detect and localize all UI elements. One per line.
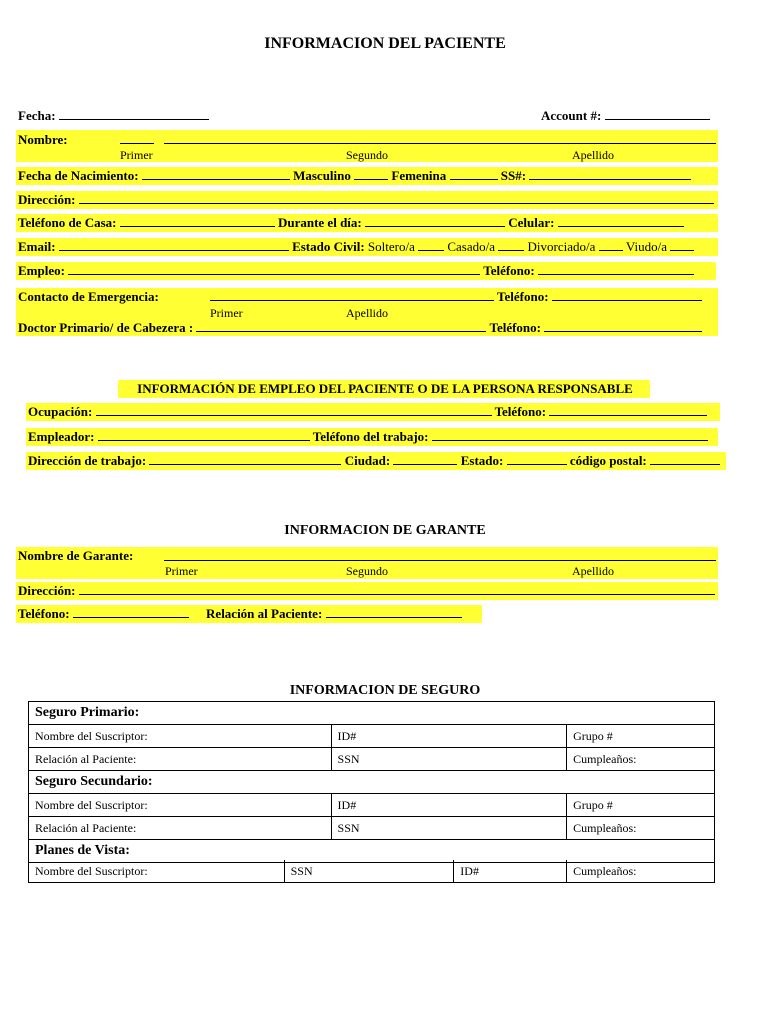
primary-suscriptor-cell[interactable]: Nombre del Suscriptor: xyxy=(29,725,332,748)
divorciado-label: Divorciado/a xyxy=(527,239,596,254)
garante-telefono-label: Teléfono: xyxy=(18,606,70,621)
celular-label: Celular: xyxy=(508,215,555,230)
email-label: Email: xyxy=(18,239,56,254)
empleo-label: Empleo: xyxy=(18,263,65,278)
dir-trabajo-field[interactable] xyxy=(149,453,341,465)
fecha-nac-field[interactable] xyxy=(142,168,290,180)
ciudad-label: Ciudad: xyxy=(344,453,391,468)
secondary-suscriptor-cell[interactable]: Nombre del Suscriptor: xyxy=(29,794,332,817)
garante-relacion-field[interactable] xyxy=(326,606,462,618)
page-title: INFORMACION DEL PACIENTE xyxy=(264,35,506,52)
insurance-table-top xyxy=(28,701,715,863)
nombre-rest-field[interactable] xyxy=(164,143,716,144)
viudo-label: Viudo/a xyxy=(625,239,667,254)
vision-cumple-cell[interactable]: Cumpleaños: xyxy=(567,860,715,883)
fecha-label: Fecha: xyxy=(18,108,56,123)
estado-civil-label: Estado Civil: xyxy=(292,239,365,254)
direccion-row xyxy=(18,192,714,208)
soltero-field[interactable] xyxy=(418,239,444,251)
vision-id-cell[interactable]: ID# xyxy=(454,860,567,883)
empleo-telefono-field[interactable] xyxy=(538,263,694,275)
garante-segundo-caption: Segundo xyxy=(346,564,388,578)
garante-primer-caption: Primer xyxy=(165,564,198,578)
direccion-label: Dirección: xyxy=(18,192,76,207)
ocupacion-row xyxy=(28,404,707,420)
doctor-label: Doctor Primario/ de Cabezera : xyxy=(18,320,194,335)
garante-direccion-label: Dirección: xyxy=(18,583,76,598)
casado-field[interactable] xyxy=(498,239,524,251)
masculino-field[interactable] xyxy=(354,168,388,180)
secondary-grupo-cell[interactable]: Grupo # xyxy=(567,794,715,817)
garante-direccion-row xyxy=(18,583,715,599)
doctor-field[interactable] xyxy=(196,320,486,332)
contacto-apellido-caption: Apellido xyxy=(346,306,388,320)
divorciado-field[interactable] xyxy=(599,239,623,251)
garante-relacion-label: Relación al Paciente: xyxy=(206,606,323,621)
contacto-label: Contacto de Emergencia: xyxy=(18,289,159,304)
email-row xyxy=(18,239,694,255)
garante-nombre-label: Nombre de Garante: xyxy=(18,548,134,563)
empleador-label: Empleador: xyxy=(28,429,95,444)
insurance-table-vision xyxy=(28,860,715,883)
estado-label: Estado: xyxy=(460,453,504,468)
primary-cumple-cell[interactable]: Cumpleaños: xyxy=(567,748,715,771)
nombre-segundo-caption: Segundo xyxy=(346,148,388,162)
nombre-primer-field[interactable] xyxy=(120,143,154,144)
fecha-field[interactable] xyxy=(59,108,209,120)
contacto-row xyxy=(210,289,702,305)
telefonos-row xyxy=(18,215,684,231)
doctor-telefono-field[interactable] xyxy=(544,320,702,332)
estado-field[interactable] xyxy=(507,453,567,465)
account-label: Account #: xyxy=(541,108,602,123)
vision-ssn-cell[interactable]: SSN xyxy=(284,860,454,883)
empleador-row xyxy=(28,429,708,445)
secondary-relacion-cell[interactable]: Relación al Paciente: xyxy=(29,817,332,840)
tel-casa-field[interactable] xyxy=(120,215,275,227)
doctor-row xyxy=(18,320,702,336)
cp-label: código postal: xyxy=(569,453,647,468)
guarantor-heading: INFORMACION DE GARANTE xyxy=(284,523,486,538)
ss-field[interactable] xyxy=(529,168,691,180)
garante-nombre-field[interactable] xyxy=(164,560,716,561)
vision-suscriptor-cell[interactable]: Nombre del Suscriptor: xyxy=(29,860,285,883)
empleo-row xyxy=(18,263,694,279)
secondary-cumple-cell[interactable]: Cumpleaños: xyxy=(567,817,715,840)
ocupacion-field[interactable] xyxy=(96,404,492,416)
durante-field[interactable] xyxy=(365,215,505,227)
fecha-row xyxy=(18,108,209,124)
contacto-telefono-label: Teléfono: xyxy=(497,289,549,304)
primary-relacion-cell[interactable]: Relación al Paciente: xyxy=(29,748,332,771)
fecha-nac-label: Fecha de Nacimiento: xyxy=(18,168,139,183)
durante-label: Durante el día: xyxy=(277,215,362,230)
femenina-label: Femenina xyxy=(391,168,447,183)
celular-field[interactable] xyxy=(558,215,684,227)
dir-trabajo-row xyxy=(28,453,720,469)
ss-label: SS#: xyxy=(500,168,527,183)
cp-field[interactable] xyxy=(650,453,720,465)
secondary-ssn-cell[interactable]: SSN xyxy=(331,817,567,840)
garante-telefono-row xyxy=(18,606,462,622)
account-field[interactable] xyxy=(605,108,710,120)
soltero-label: Soltero/a xyxy=(367,239,415,254)
secondary-id-cell[interactable]: ID# xyxy=(331,794,567,817)
ocupacion-telefono-field[interactable] xyxy=(549,404,707,416)
account-row xyxy=(541,108,710,124)
direccion-field[interactable] xyxy=(79,192,714,204)
ocupacion-telefono-label: Teléfono: xyxy=(494,404,547,419)
garante-telefono-field[interactable] xyxy=(73,606,189,618)
email-field[interactable] xyxy=(59,239,289,251)
primary-ssn-cell[interactable]: SSN xyxy=(331,748,567,771)
empleador-field[interactable] xyxy=(98,429,310,441)
nombre-label: Nombre: xyxy=(18,132,68,147)
primary-heading: Seguro Primario: xyxy=(29,702,715,725)
tel-trabajo-label: Teléfono del trabajo: xyxy=(312,429,429,444)
femenina-field[interactable] xyxy=(450,168,498,180)
nombre-apellido-caption: Apellido xyxy=(572,148,614,162)
garante-direccion-field[interactable] xyxy=(79,583,715,595)
empleo-telefono-label: Teléfono: xyxy=(483,263,535,278)
primary-id-cell[interactable]: ID# xyxy=(331,725,567,748)
casado-label: Casado/a xyxy=(447,239,495,254)
insurance-heading: INFORMACION DE SEGURO xyxy=(289,683,481,698)
ocupacion-label: Ocupación: xyxy=(28,404,93,419)
viudo-field[interactable] xyxy=(670,239,694,251)
nombre-primer-caption: Primer xyxy=(120,148,153,162)
tel-trabajo-field[interactable] xyxy=(432,429,708,441)
contacto-field[interactable] xyxy=(210,289,494,301)
vision-heading: Planes de Vista: xyxy=(29,840,715,863)
tel-casa-label: Teléfono de Casa: xyxy=(18,215,117,230)
garante-apellido-caption: Apellido xyxy=(572,564,614,578)
contacto-primer-caption: Primer xyxy=(210,306,243,320)
doctor-telefono-label: Teléfono: xyxy=(489,320,541,335)
contacto-telefono-field[interactable] xyxy=(552,289,702,301)
ciudad-field[interactable] xyxy=(393,453,457,465)
empleo-field[interactable] xyxy=(68,263,480,275)
fecha-nac-row xyxy=(18,168,691,184)
masculino-label: Masculino xyxy=(293,168,351,183)
employment-heading: INFORMACIÓN DE EMPLEO DEL PACIENTE O DE LA PERSONA RESPONSABLE xyxy=(137,381,633,396)
dir-trabajo-label: Dirección de trabajo: xyxy=(28,453,147,468)
secondary-heading: Seguro Secundario: xyxy=(29,771,715,794)
primary-grupo-cell[interactable]: Grupo # xyxy=(567,725,715,748)
